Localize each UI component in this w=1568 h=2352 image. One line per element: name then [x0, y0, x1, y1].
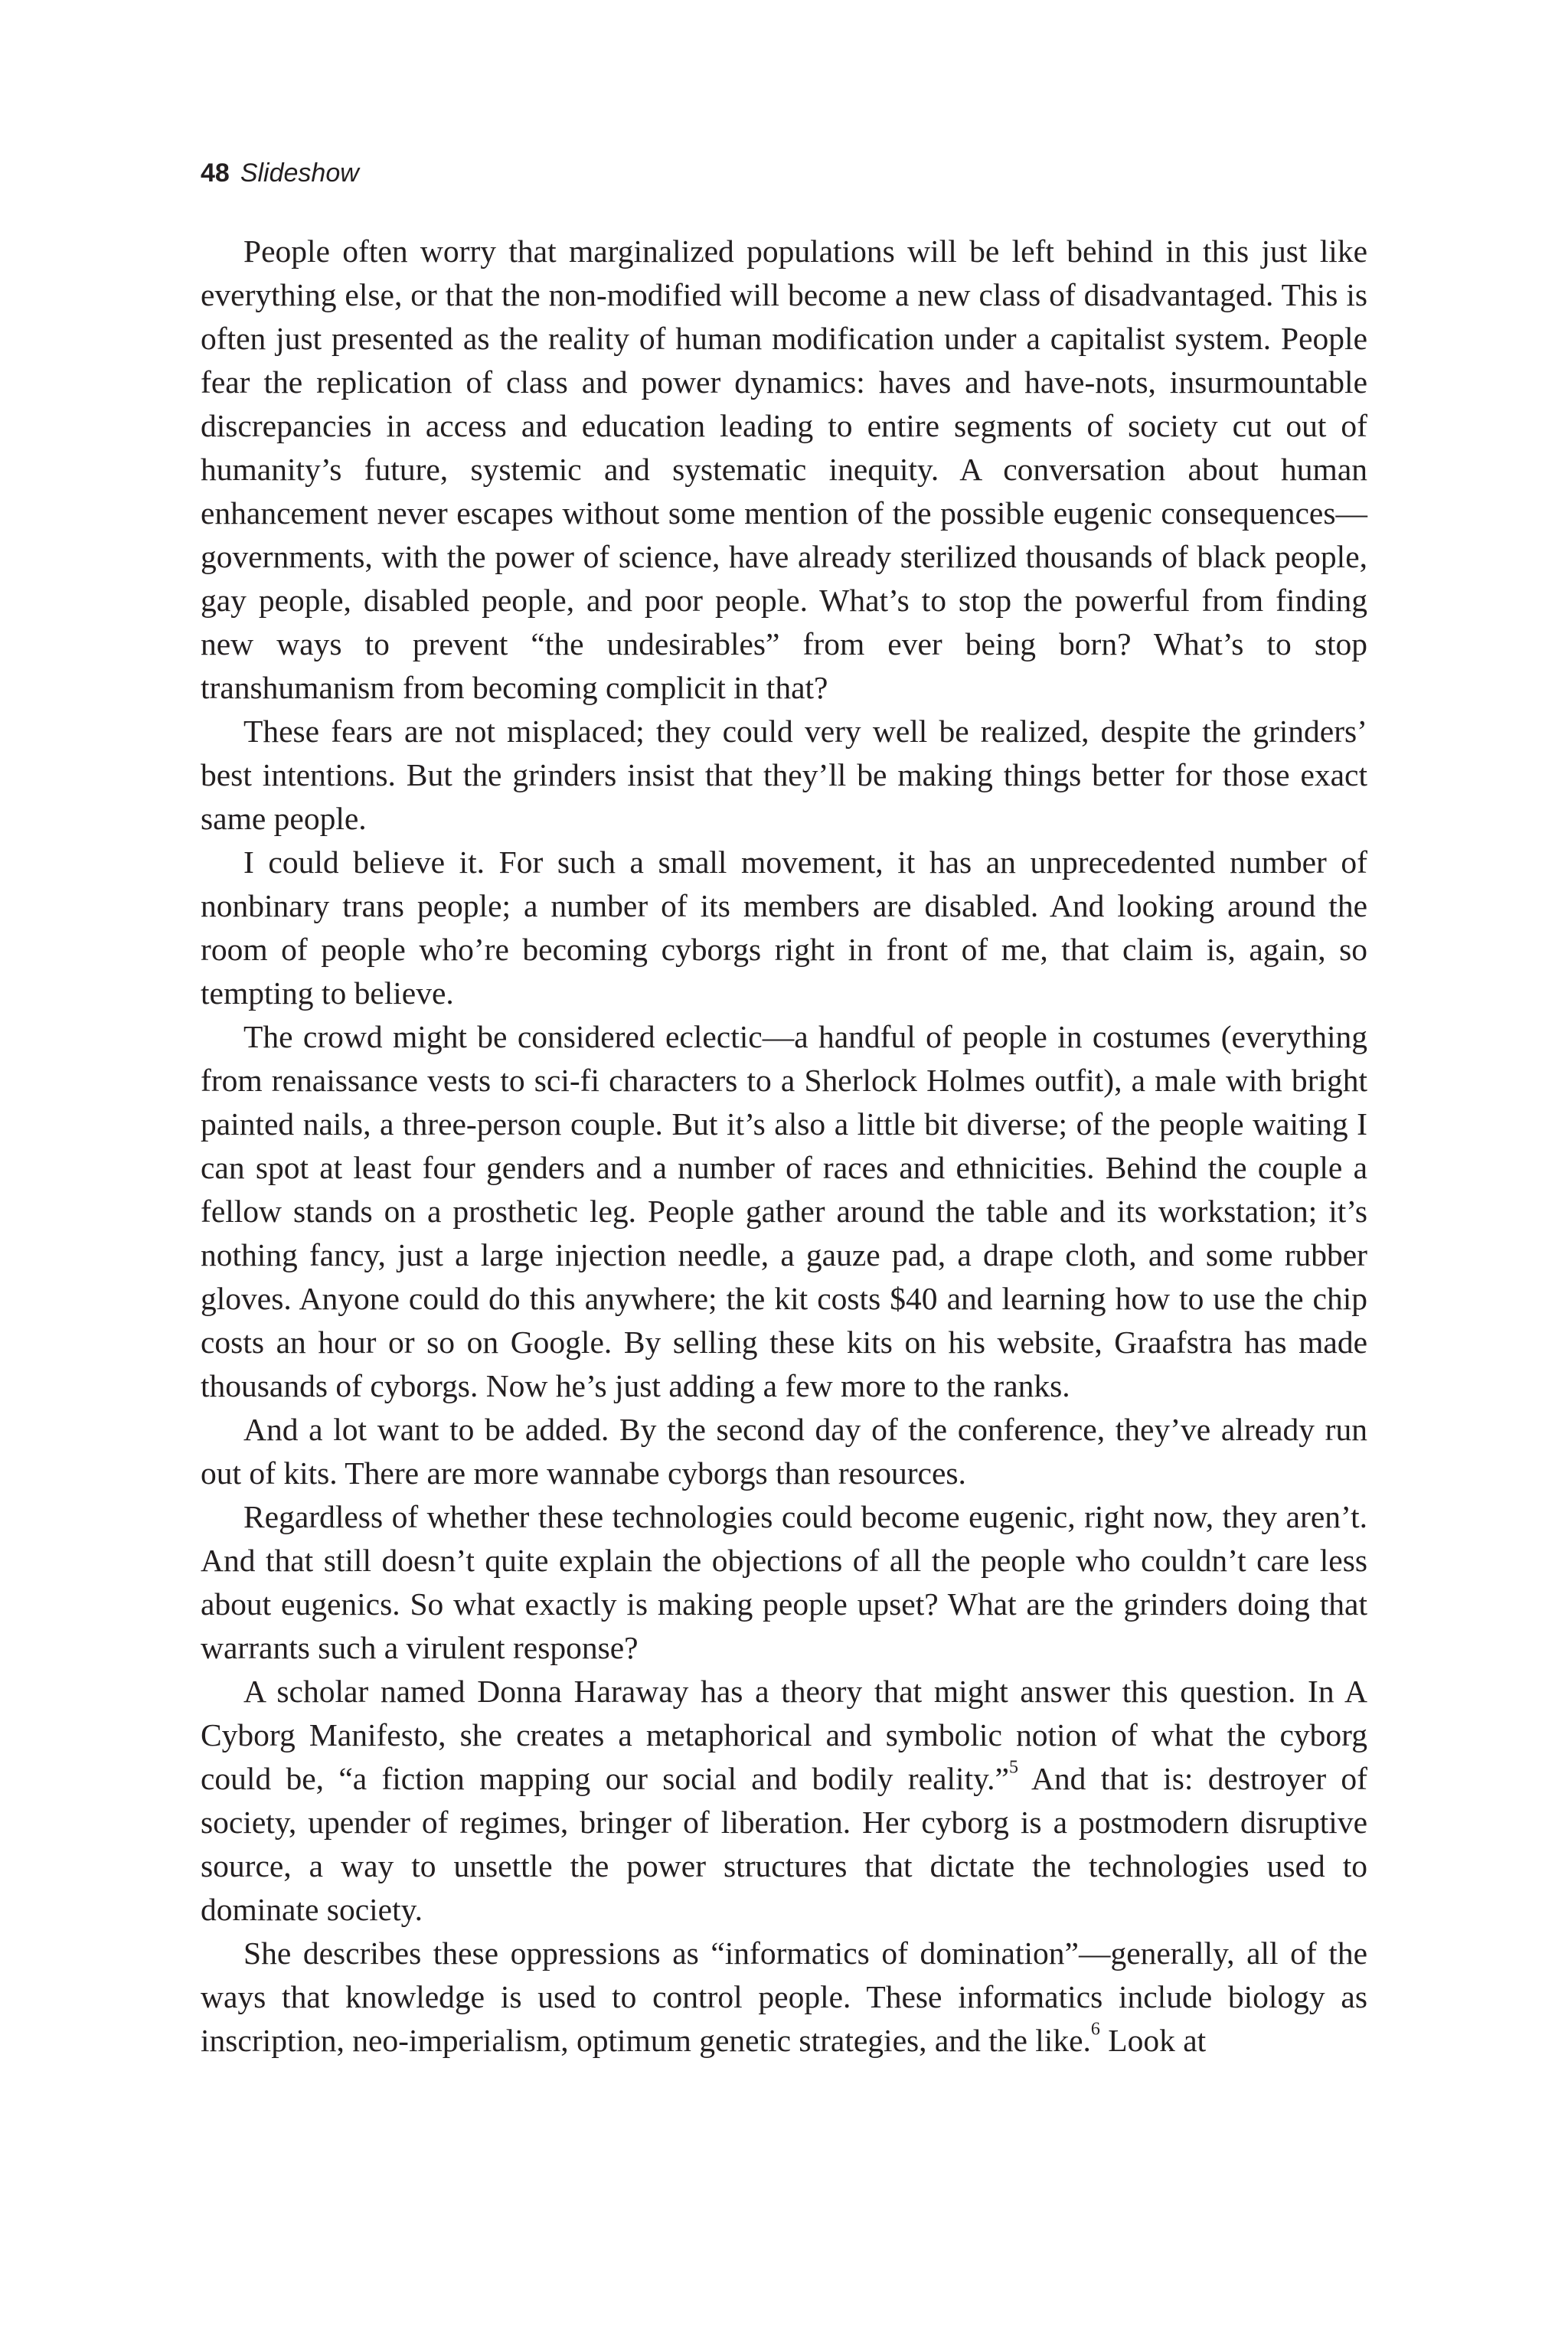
footnote-reference: 5: [1008, 1757, 1018, 1778]
paragraph: These fears are not misplaced; they could very well be realized, despite the grinders’ best intentions. But the grinders insist that they’ll be making things better for those exact same people.: [201, 714, 1367, 836]
paragraph-text: She describes these oppressions as “informatics of domination”—generally, all of the ways that knowledge is used to control people. These informatics include biology as inscription, neo-imperialism, optimum genetic strategies, and the like.: [201, 1936, 1367, 2058]
paragraph: And a lot want to be added. By the second day of the conference, they’ve already run out of kits. There are more wannabe cyborgs than resources.: [201, 1412, 1367, 1491]
paragraph: People often worry that marginalized populations will be left behind in this just like everything else, or that the non-modified will become a new class of disadvantaged. This is often just presented as the reality of human modification under a capitalist system. People fear the replication of class and power dynamics: haves and have-nots, insurmountable discrepancies in access and education leading to entire segments of society cut out of humanity’s future, systemic and systematic inequity. A conversation about human enhancement never escapes without some mention of the possible eugenic consequences—governments, with the power of science, have already sterilized thousands of black people, gay people, disabled people, and poor people. What’s to stop the powerful from finding new ways to prevent “the undesirables” from ever being born? What’s to stop transhumanism from becoming complicit in that?: [201, 234, 1367, 705]
footnote-reference: 6: [1090, 2019, 1100, 2040]
body-text: [201, 230, 1367, 2063]
paragraph: Regardless of whether these technologies could become eugenic, right now, they aren’t. And that still doesn’t quite explain the objections of all the people who couldn’t care less about eugenics. So what exactly is making people upset? What are the grinders doing that warrants such a virulent response?: [201, 1499, 1367, 1665]
paragraph-text: A scholar named Donna Haraway has a theory that might answer this question. In A Cyborg Manifesto, she creates a metaphorical and symbolic notion of what the cyborg could be, “a fiction mapping our social and bodily reality.”: [201, 1674, 1367, 1796]
page-number: 48: [201, 158, 230, 188]
paragraph: The crowd might be considered eclectic—a handful of people in costumes (everything from renaissance vests to sci-fi characters to a Sherlock Holmes outfit), a male with bright painted nails, a three-person couple. But it’s also a little bit diverse; of the people waiting I can spot at least four genders and a number of races and ethnicities. Behind the couple a fellow stands on a prosthetic leg. People gather around the table and its workstation; it’s nothing fancy, just a large injection needle, a gauze pad, a drape cloth, and some rubber gloves. Anyone could do this anywhere; the kit costs $40 and learning how to use the chip costs an hour or so on Google. By selling these kits on his website, Graafstra has made thousands of cyborgs. Now he’s just adding a few more to the ranks.: [201, 1019, 1367, 1403]
section-title: Slideshow: [240, 158, 359, 188]
paragraph-text: And that is: destroyer of society, upender of regimes, bringer of liberation. Her cyborg is a postmodern disruptive source, a way to unsettle the power structures that dictate the technologies used to dominate society.: [201, 1761, 1367, 1927]
paragraph-informatics: [201, 1932, 1367, 2063]
paragraph: I could believe it. For such a small movement, it has an unprecedented number of nonbinary trans people; a number of its members are disabled. And looking around the room of people who’re becoming cyborgs right in front of me, that claim is, again, so tempting to believe.: [201, 844, 1367, 1011]
paragraph-haraway: [201, 1670, 1367, 1932]
paragraph-text: Look at: [1099, 2023, 1207, 2058]
running-head: [201, 158, 359, 188]
